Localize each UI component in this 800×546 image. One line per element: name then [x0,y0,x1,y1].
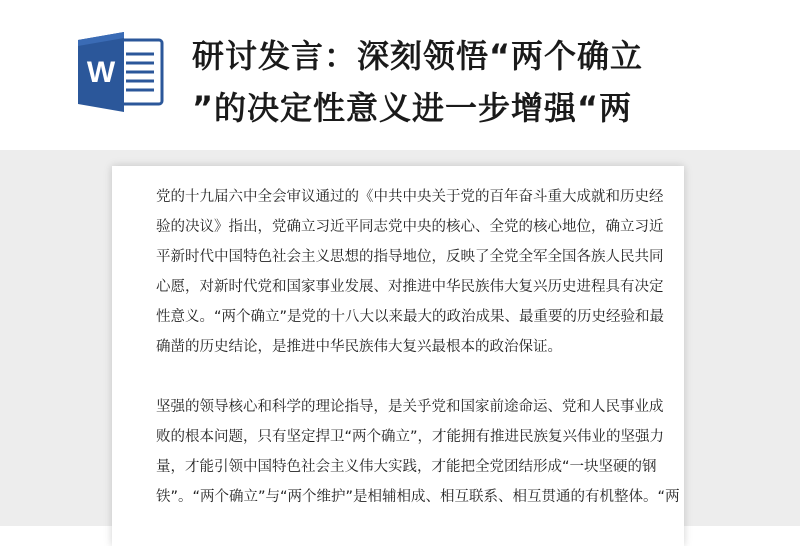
paragraph-2 [156,392,680,512]
title-line: ”的决定性意义进一步增强“两 [192,89,633,127]
text-line: 坚强的领导核心和科学的理论指导，是关乎党和国家前途命运、党和人民事业成 [156,399,664,415]
word-document-icon [76,32,166,112]
svg-text:W: W [86,56,116,89]
document-title [192,30,712,134]
text-line: 党的十九届六中全会审议通过的《中共中央关于党的百年奋斗重大成就和历史经 [156,189,664,205]
text-line: 平新时代中国特色社会主义思想的指导地位，反映了全党全军全国各族人民共同 [156,249,664,265]
header [0,0,800,150]
title-line: 研讨发言：深刻领悟“两个确立 [192,37,644,75]
document-page [112,166,684,546]
text-line: 验的决议》指出，党确立习近平同志党中央的核心、全党的核心地位，确立习近 [156,219,664,235]
text-line: 铁”。“两个确立”与“两个维护”是相辅相成、相互联系、相互贯通的有机整体。“两 [156,489,680,505]
text-line: 性意义。“两个确立”是党的十八大以来最大的政治成果、最重要的历史经验和最 [156,309,665,325]
paragraph-1 [156,182,665,362]
text-line: 心愿，对新时代党和国家事业发展、对推进中华民族伟大复兴历史进程具有决定 [156,279,664,295]
text-line: 败的根本问题，只有坚定捍卫“两个确立”，才能拥有推进民族复兴伟业的坚强力 [156,429,665,445]
text-line: 确凿的历史结论，是推进中华民族伟大复兴最根本的政治保证。 [156,339,562,355]
text-line: 量，才能引领中国特色社会主义伟大实践，才能把全党团结形成“一块坚硬的钢 [156,459,657,475]
